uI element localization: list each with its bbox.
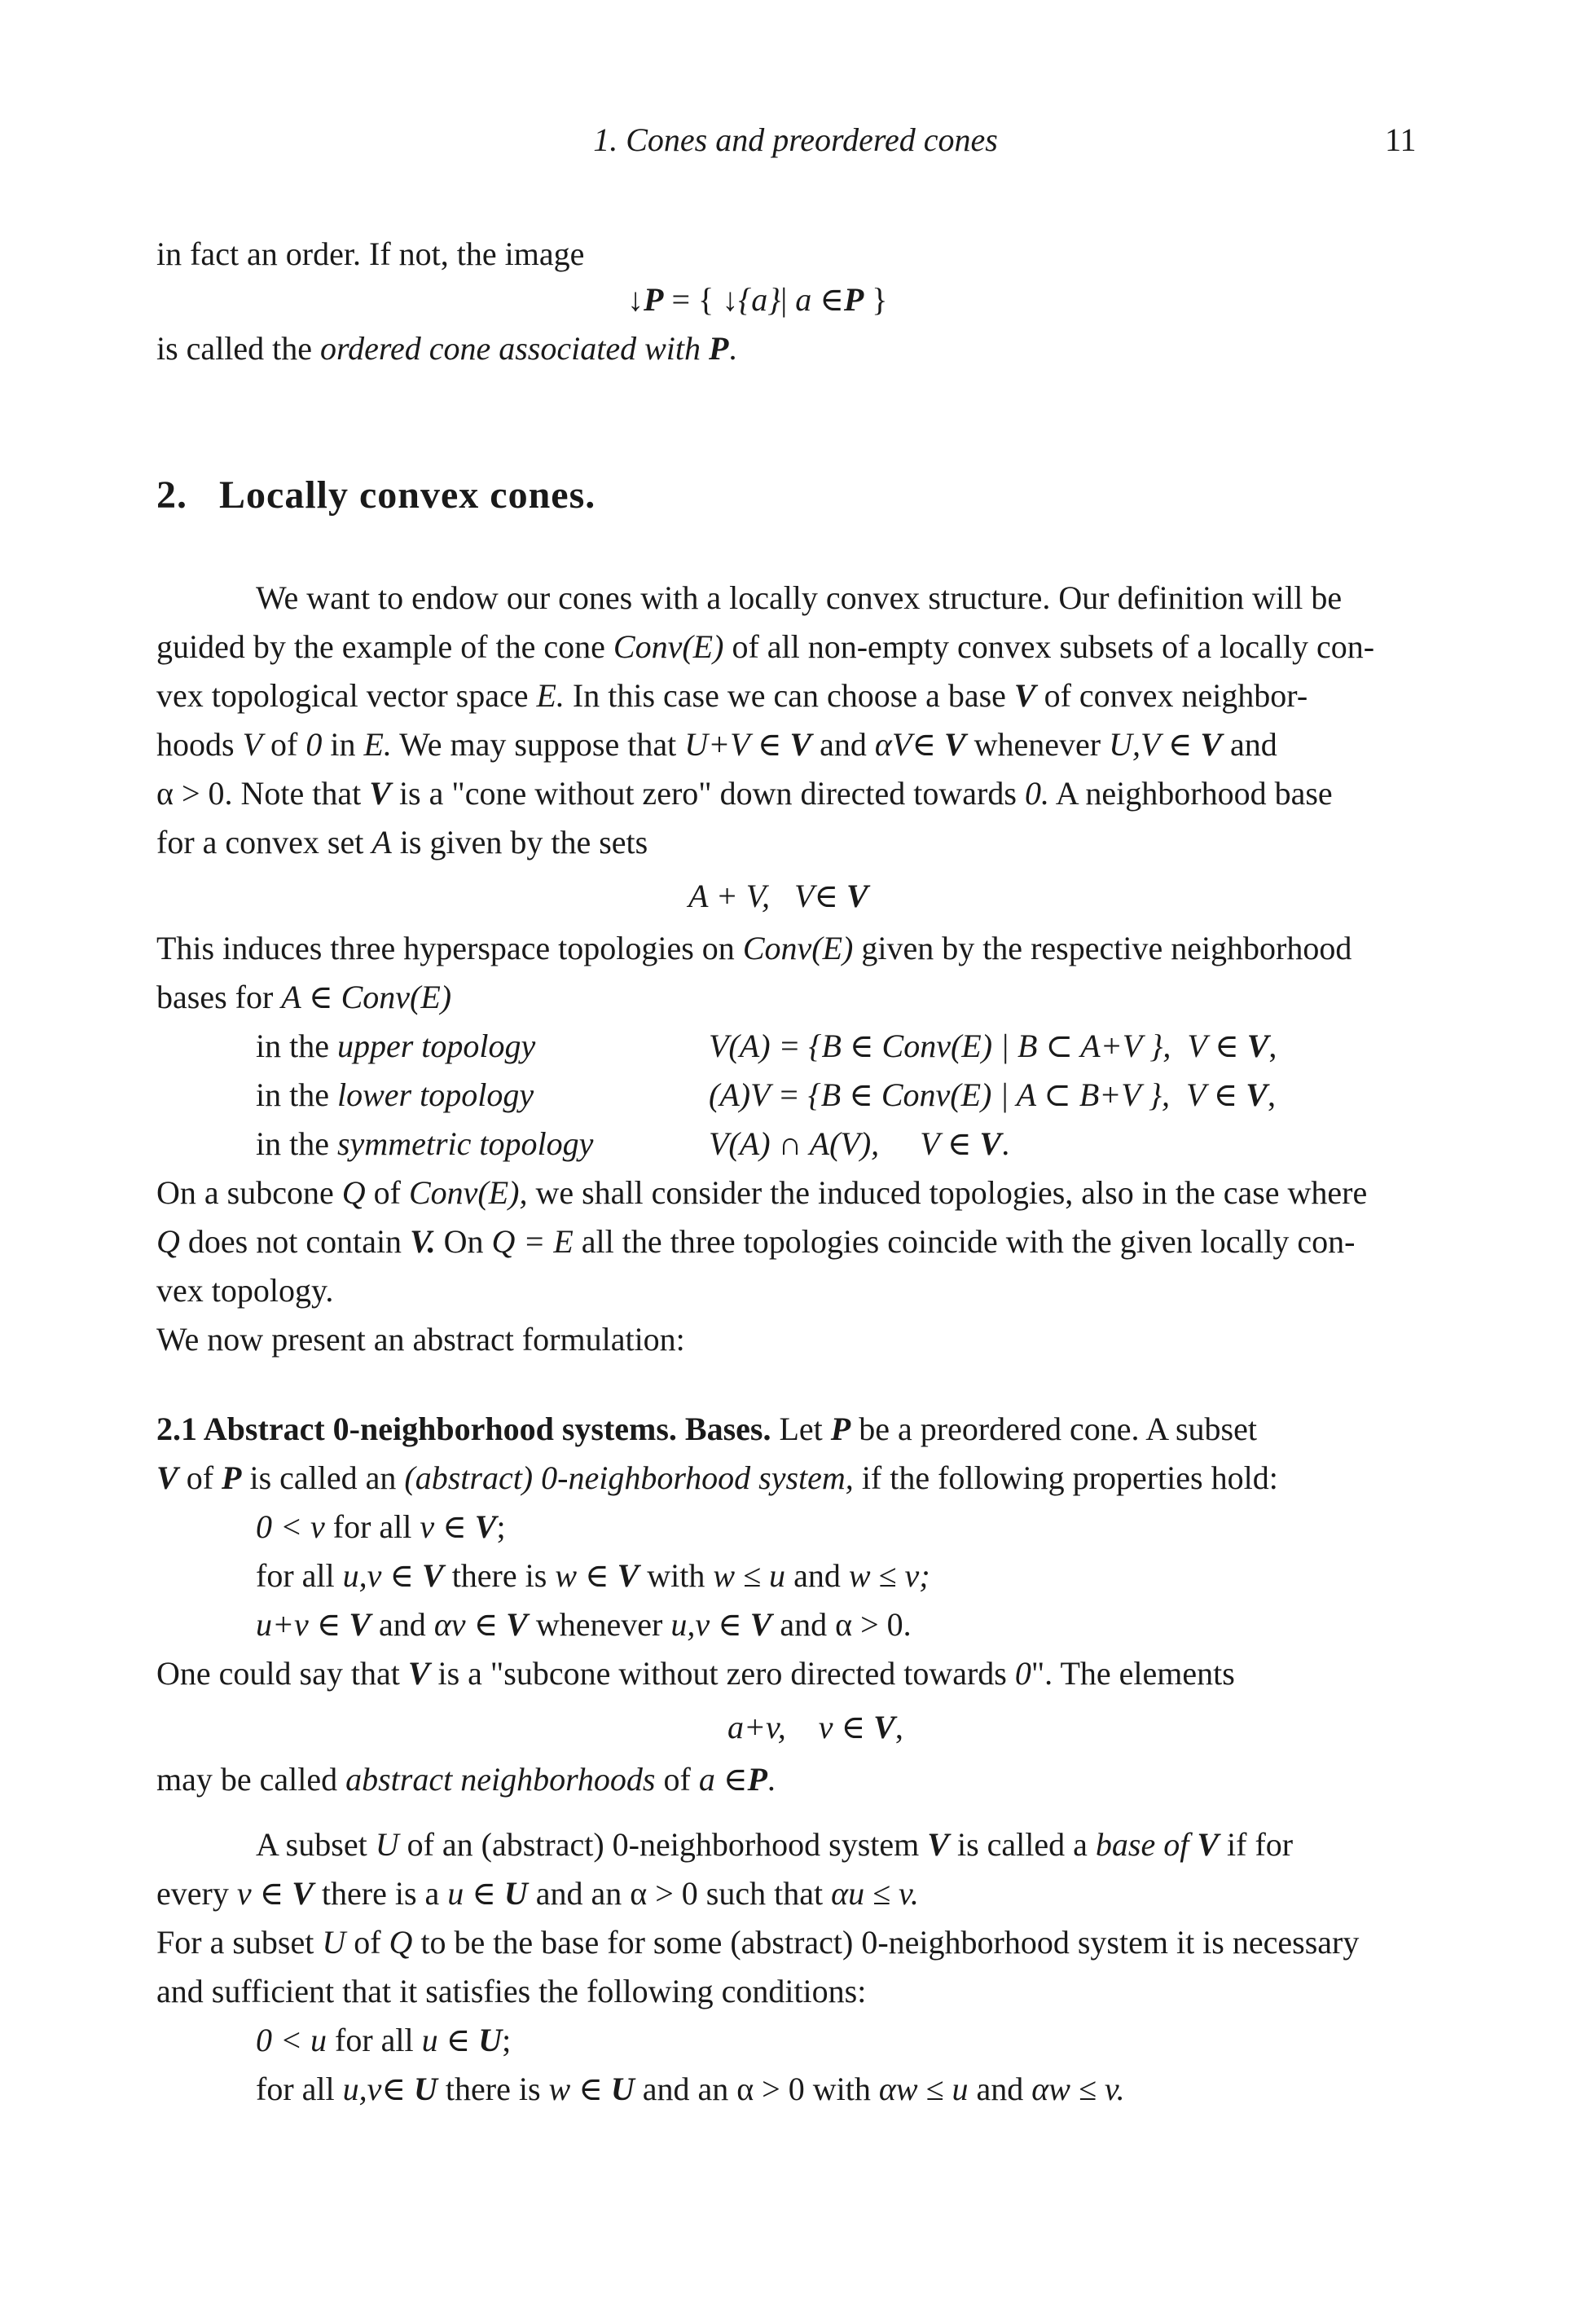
topology-row-lower-def: (A)V = {B ∈ Conv(E) | A ⊂ B+V }, V ∈ V, bbox=[709, 1076, 1276, 1113]
base-line-3: For a subset U of Q to be the base for some (abstract) 0-neighborhood system it is necessary bbox=[156, 1924, 1360, 1961]
topology-row-lower-label: in the lower topology bbox=[256, 1076, 534, 1113]
para3-line-1: On a subcone Q of Conv(E), we shall consider the induced topologies, also in the case where bbox=[156, 1174, 1368, 1211]
para2-line-2: bases for A ∈ Conv(E) bbox=[156, 979, 452, 1015]
para1-formula: A + V, V∈ V bbox=[688, 878, 868, 914]
subsection-formula: a+v, v ∈ V, bbox=[727, 1709, 903, 1745]
topology-row-symmetric-def: V(A) ∩ A(V), V ∈ V. bbox=[709, 1125, 1010, 1162]
section-heading: 2. Locally convex cones. bbox=[156, 473, 596, 517]
para3-line-4: We now present an abstract formulation: bbox=[156, 1321, 685, 1358]
intro-line-1: in fact an order. If not, the image bbox=[156, 235, 585, 272]
intro-line-3: is called the ordered cone associated with P. bbox=[156, 330, 737, 367]
page-number: 11 bbox=[1385, 121, 1417, 158]
subsection-line-2: V of P is called an (abstract) 0-neighborhood system, if the following properties hold: bbox=[156, 1459, 1278, 1496]
topology-row-upper-label: in the upper topology bbox=[256, 1028, 536, 1064]
para3-line-3: vex topology. bbox=[156, 1272, 334, 1309]
para2-line-1: This induces three hyperspace topologies on Conv(E) given by the respective neighborhood bbox=[156, 930, 1352, 966]
base-line-1: A subset U of an (abstract) 0-neighborhood system V is called a base of V if for bbox=[256, 1826, 1294, 1863]
para1-line-5: α > 0. Note that V is a "cone without zero" down directed towards 0. A neighborhood base bbox=[156, 775, 1333, 812]
base-condition-2: for all u,v∈ U there is w ∈ U and an α > 0 with αw ≤ u and αw ≤ v. bbox=[256, 2071, 1125, 2107]
para1-line-3: vex topological vector space E. In this case we can choose a base V of convex neighbor- bbox=[156, 677, 1308, 714]
topology-row-upper-def: V(A) = {B ∈ Conv(E) | B ⊂ A+V }, V ∈ V, bbox=[709, 1028, 1277, 1064]
subsection-remark: One could say that V is a "subcone without zero directed towards 0". The elements bbox=[156, 1655, 1235, 1692]
subsection-line-1: 2.1 Abstract 0-neighborhood systems. Bases. Let P be a preordered cone. A subset bbox=[156, 1411, 1257, 1447]
neighborhood-condition-1: 0 < v for all v ∈ V; bbox=[256, 1508, 506, 1545]
neighborhood-condition-3: u+v ∈ V and αv ∈ V whenever u,v ∈ V and α > 0. bbox=[256, 1606, 912, 1643]
running-title: 1. Cones and preordered cones bbox=[593, 121, 998, 158]
para1-line-4: hoods V of 0 in E. We may suppose that U+V ∈ V and αV∈ V whenever U,V ∈ V and bbox=[156, 726, 1277, 763]
topology-row-symmetric-label: in the symmetric topology bbox=[256, 1125, 594, 1162]
para1-line-6: for a convex set A is given by the sets bbox=[156, 824, 648, 860]
base-line-4: and sufficient that it satisfies the following conditions: bbox=[156, 1973, 867, 2009]
subsection-abstract-neighborhoods: may be called abstract neighborhoods of a ∈P. bbox=[156, 1761, 776, 1798]
neighborhood-condition-2: for all u,v ∈ V there is w ∈ V with w ≤ u and w ≤ v; bbox=[256, 1557, 930, 1594]
base-condition-1: 0 < u for all u ∈ U; bbox=[256, 2022, 512, 2058]
intro-formula: ↓P = { ↓{a}| a ∈P } bbox=[627, 281, 888, 318]
para1-line-1: We want to endow our cones with a locally convex structure. Our definition will be bbox=[256, 579, 1343, 616]
base-line-2: every v ∈ V there is a u ∈ U and an α > 0 such that αu ≤ v. bbox=[156, 1875, 919, 1912]
para1-line-2: guided by the example of the cone Conv(E) of all non-empty convex subsets of a locally con- bbox=[156, 628, 1375, 665]
para3-line-2: Q does not contain V. On Q = E all the three topologies coincide with the given locally con- bbox=[156, 1223, 1356, 1260]
